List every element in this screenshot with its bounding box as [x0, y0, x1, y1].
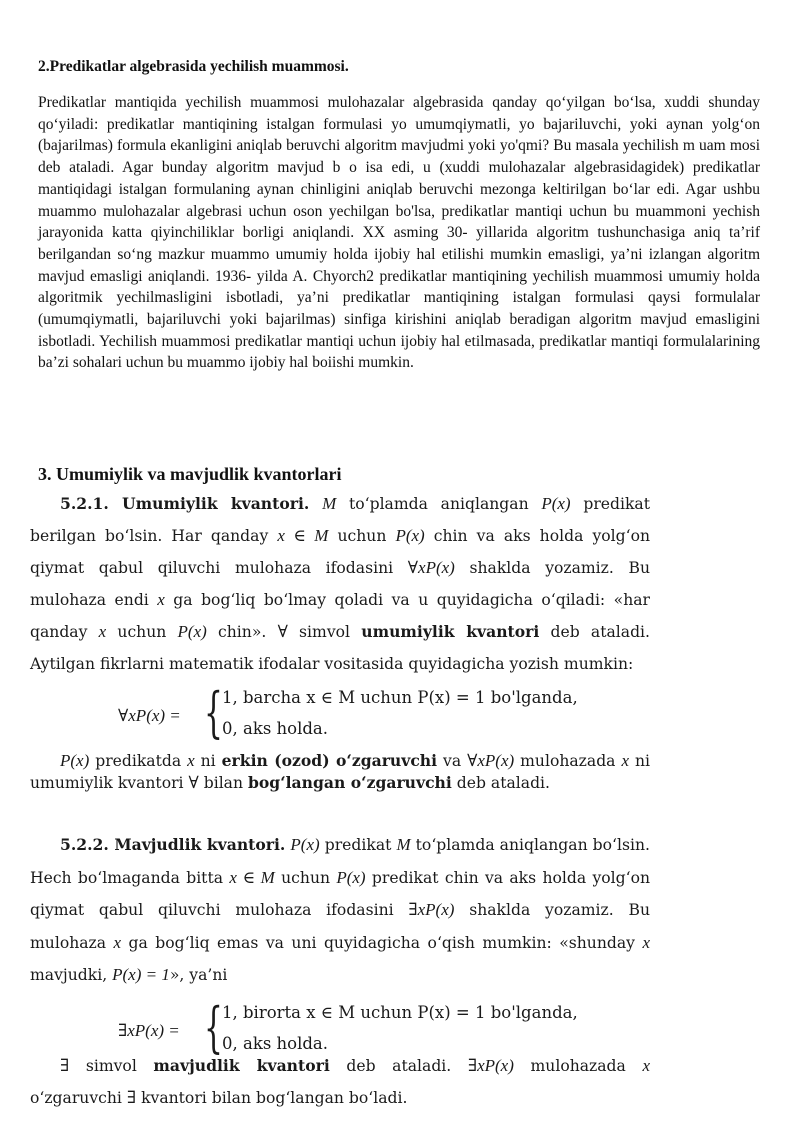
text-run: to‘plamda aniqlangan bo‘lsin. Hech bo‘lmaganda bitta	[30, 836, 650, 887]
umumiylik-kvantori-paragraph	[30, 488, 650, 680]
text-run: va	[437, 752, 468, 770]
text-run: kvantori bilan bog‘langan bo‘ladi.	[136, 1089, 408, 1107]
section-2-body: Predikatlar mantiqida yechilish muammosi mulohazalar algebrasida qanday qo‘yilgan bo‘lsa, xuddi shunday qo‘yiladi: predikatlar mantiqining istalgan formulasi yo umumqiymatli, yo bajariluvchi, yoki aynan yolg‘on (bajarilmas) formula ekanligini aniqlab beruvchi algoritm mavjudmi yoki yo'qmi? Bu masala yechilish m uam mosi deb ataladi. Agar bunday algoritm mavjud b o isa edi, u (xuddi mulohazalar algebrasidagidek) predikatlar mantiqidagi istalgan formulaning aynan chinligini aniqlab beruvchi mezonga keltirilgan bo‘lar edi. Agar ushbu muammo mulohazalar algebrasi uchun oson yechilgan bo'lsa, predikatlar mantiqi uchun bu muammoni yechish jarayonida katta qiyinchiliklar borligi aniqlandi. XX asming 30- yillarida algoritm tushunchasiga aniq ta’rif berilgandan so‘ng mazkur muammo umumiy holda ijobiy hal etilishi mumkin emasligi, ya’ni izlangan algoritm mavjud emasligi aniqlandi. 1936- yilda A. Chyorch2 predikatlar mantiqining yechilish muammosi umumiy holda algoritmik yechilmasligini isbotladi, ya’ni predikatlar mantiqining istalgan formulasi qaysi formulalar (umumqiymatli, bajariluvchi yoki bajarilmas) sinfiga kirishini aniqlab beradigan algoritm mavjud emasligini isbotladi. Yechilish muammosi predikatlar mantiqi uchun ijobiy hal etilmasada, predikatlar mantiqi formulalarining ba’zi sohalari uchun bu muammo ijobiy hal boiishi mumkin.	[38, 94, 760, 372]
text-run: chin va aks holda yolg‘on qiymat qabul qiluvchi mulohaza ifodasini	[30, 527, 650, 577]
text-run: ga bog‘liq emas va uni quyidagicha o‘qish mumkin: «shunday	[121, 933, 643, 952]
math-M: M	[396, 835, 411, 854]
math-x: x	[642, 932, 650, 952]
text-run: bilan	[198, 774, 248, 792]
text-run: uchun	[274, 868, 337, 887]
section-3-title: 3. Umumiylik va mavjudlik kvantorlari	[38, 464, 342, 484]
math-x-in-M: x ∈ M	[229, 867, 275, 887]
text-run: simvol	[69, 1057, 154, 1075]
term-boglangan-ozgaruvchi: bog‘langan o‘zgaruvchi	[247, 773, 452, 792]
text-run: deb ataladi.	[451, 774, 551, 792]
math-exists-symbol: ∃	[126, 1088, 137, 1107]
text-run: », ya’ni	[169, 966, 228, 984]
math-x: x	[157, 590, 165, 609]
math-Px: P(x)	[336, 867, 366, 887]
text-run: o‘zgaruvchi	[30, 1089, 127, 1107]
term-mavjudlik-kvantori: mavjudlik kvantori	[153, 1056, 330, 1075]
math-x-in-M: x ∈ M	[277, 526, 329, 545]
formula-2-lhs: ∃xP(x) =	[118, 1021, 180, 1040]
text-run: predikat chin va aks holda yolg‘on qiymat qabul qiluvchi mulohaza ifodasini	[30, 868, 650, 919]
math-x: x	[98, 622, 107, 641]
section-2-title-dot: .	[344, 58, 349, 75]
formula-1-lhs: ∀xP(x) =	[118, 706, 181, 725]
text-run: shaklda yozamiz. Bu mulohaza	[30, 901, 650, 952]
math-exists-xPx: ∃xP(x)	[408, 900, 455, 919]
text-run: deb ataladi. Aytilgan fikrlarni matematik ifodalar vositasida quyidagicha yozish mumkin:	[30, 623, 650, 673]
text-run: to‘plamda aniqlangan	[336, 495, 542, 513]
formula-1-case-1: 1, barcha x ∈ M uchun P(x) = 1 bo'lganda,	[222, 688, 578, 707]
mavjudlik-closing-paragraph	[30, 1050, 650, 1114]
subsection-5-2-2-heading: 5.2.2. Mavjudlik kvantori.	[60, 835, 286, 854]
math-exists-xPx: ∃xP(x)	[467, 1056, 514, 1075]
formula-2-case-1: 1, birorta x ∈ M uchun P(x) = 1 bo'lganda,	[222, 1003, 578, 1022]
math-Px: P(x)	[290, 835, 320, 854]
math-forall-symbol: ∀	[188, 773, 199, 792]
math-Px-equals-1: P(x) = 1	[112, 965, 170, 984]
math-Px: P(x)	[177, 622, 207, 641]
text-run: predikat berilgan bo‘lsin. Har qanday	[30, 495, 650, 545]
text-run: predikat	[319, 836, 397, 854]
math-Px: P(x)	[541, 494, 571, 513]
formula-2-case-2: 0, aks holda.	[222, 1034, 329, 1053]
text-run: chin».	[206, 623, 278, 641]
text-run: uchun	[106, 623, 178, 641]
term-erkin-ozgaruvchi: erkin (ozod) o‘zgaruvchi	[221, 751, 438, 770]
math-x: x	[621, 751, 629, 770]
math-Px: P(x)	[60, 751, 90, 770]
text-run: mulohazada	[513, 1057, 643, 1075]
text-run: ga bog‘liq bo‘lmay qoladi va u quyidagicha o‘qiladi: «har qanday	[30, 591, 651, 641]
math-x: x	[642, 1056, 650, 1075]
text-run: deb ataladi.	[329, 1057, 468, 1075]
text-run: ni umumiylik kvantori	[30, 752, 650, 792]
section-2-title-text: 2.Predikatlar algebrasida yechilish muammosi	[38, 58, 345, 75]
text-run: mavjudki,	[30, 966, 113, 984]
math-forall-xPx: ∀xP(x)	[467, 751, 515, 770]
text-run: simvol	[287, 623, 362, 641]
math-M: M	[322, 494, 337, 513]
math-exists-symbol: ∃	[60, 1056, 70, 1075]
erkin-bogliq-paragraph	[30, 750, 650, 794]
section-2-title	[38, 58, 349, 76]
math-Px: P(x)	[395, 526, 425, 545]
math-forall-xPx: ∀xP(x)	[407, 558, 455, 577]
term-umumiylik-kvantori: umumiylik kvantori	[361, 622, 540, 641]
left-brace-icon: {	[204, 996, 223, 1059]
text-run: predikatda	[89, 752, 188, 770]
math-x: x	[113, 932, 122, 952]
math-forall-symbol: ∀	[277, 622, 288, 641]
subsection-5-2-1-heading: 5.2.1. Umumiylik kvantori.	[60, 494, 310, 513]
text-run: mulohazada	[514, 752, 622, 770]
math-x: x	[187, 751, 195, 770]
text-run: uchun	[328, 527, 396, 545]
mavjudlik-kvantori-paragraph	[30, 829, 650, 992]
formula-1-case-2: 0, aks holda.	[222, 719, 329, 738]
text-run: shaklda yozamiz. Bu mulohaza endi	[30, 559, 651, 609]
left-brace-icon: {	[204, 681, 223, 744]
text-run: ni	[194, 752, 222, 770]
